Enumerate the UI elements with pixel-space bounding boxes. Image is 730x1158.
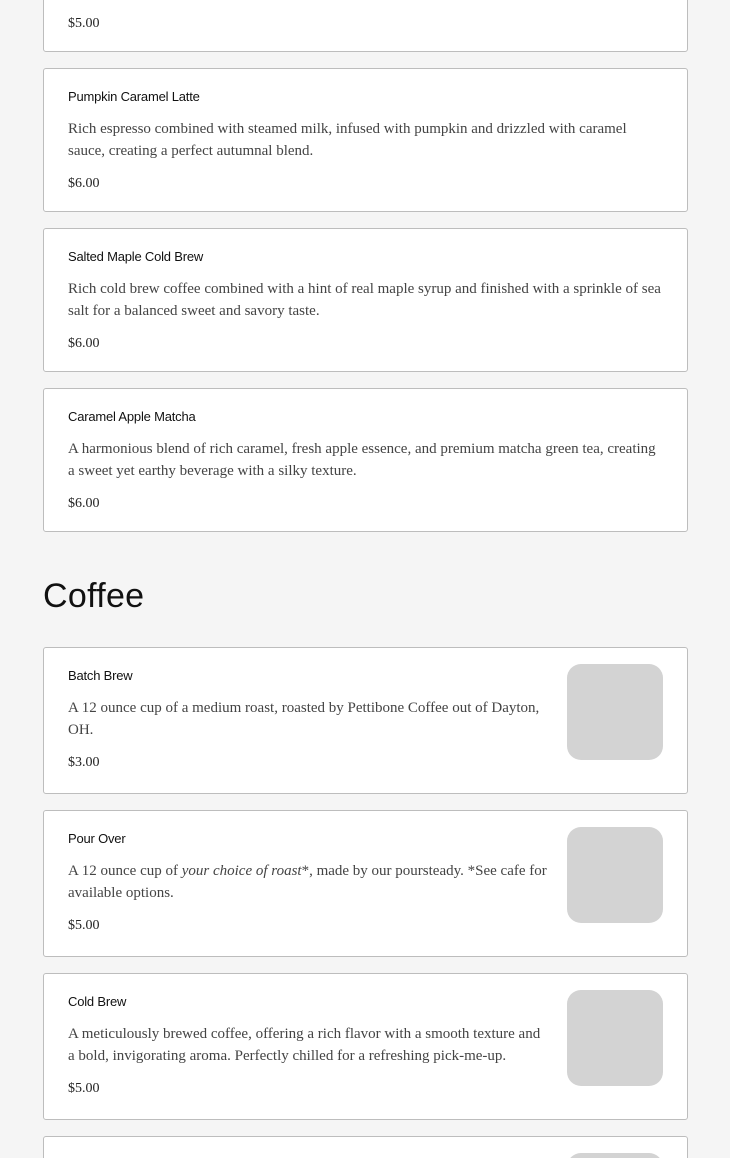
menu-item-card[interactable] [43, 810, 688, 957]
item-description: Rich cold brew coffee combined with a hint of real maple syrup and finished with a sprinkle of sea salt for a balanced sweet and savory taste. [68, 281, 661, 319]
item-description: A meticulously brewed coffee, offering a rich flavor with a smooth texture and a bold, invigorating aroma. Perfectly chilled for a refreshing pick-me-up. [68, 1026, 541, 1064]
menu-item-card[interactable] [43, 647, 688, 794]
description-emphasis: your choice of roast [181, 863, 302, 879]
item-name: Pumpkin Caramel Latte [68, 89, 200, 104]
item-name: Caramel Apple Matcha [68, 409, 196, 424]
item-description [68, 0, 663, 2]
item-price: $6.00 [68, 336, 100, 351]
item-image-placeholder [567, 664, 663, 760]
menu-item-card[interactable] [43, 68, 688, 212]
item-name: Batch Brew [68, 668, 133, 683]
menu-item-card[interactable] [43, 1136, 688, 1158]
item-price: $6.00 [68, 176, 100, 191]
item-image-placeholder [567, 990, 663, 1086]
item-price: $5.00 [68, 1081, 100, 1096]
item-description: Rich espresso combined with steamed milk, infused with pumpkin and drizzled with caramel sauce, creating a perfect autumnal blend. [68, 121, 627, 159]
item-name: Pour Over [68, 831, 126, 846]
menu-item-card[interactable] [43, 228, 688, 372]
item-image-placeholder [567, 1153, 663, 1158]
menu-item-card[interactable] [43, 973, 688, 1120]
item-image-placeholder [567, 827, 663, 923]
menu-list [43, 0, 688, 1158]
item-description [68, 860, 547, 904]
item-name: Cold Brew [68, 994, 127, 1009]
item-price: $5.00 [68, 16, 100, 31]
item-price: $6.00 [68, 496, 100, 511]
section-title-coffee: Coffee [43, 577, 145, 615]
menu-item-card[interactable] [43, 0, 688, 52]
item-price: $5.00 [68, 918, 100, 933]
item-description: A 12 ounce cup of a medium roast, roasted by Pettibone Coffee out of Dayton, OH. [68, 700, 540, 738]
description-text: *, made by our poursteady. *See cafe for available options. [68, 863, 547, 901]
item-name: Salted Maple Cold Brew [68, 249, 204, 264]
item-price: $3.00 [68, 755, 100, 770]
description-text: A 12 ounce cup of [68, 863, 182, 879]
item-description: A harmonious blend of rich caramel, fresh apple essence, and premium matcha green tea, creating a sweet yet earthy beverage with a silky texture. [68, 441, 656, 479]
menu-item-card[interactable] [43, 388, 688, 532]
